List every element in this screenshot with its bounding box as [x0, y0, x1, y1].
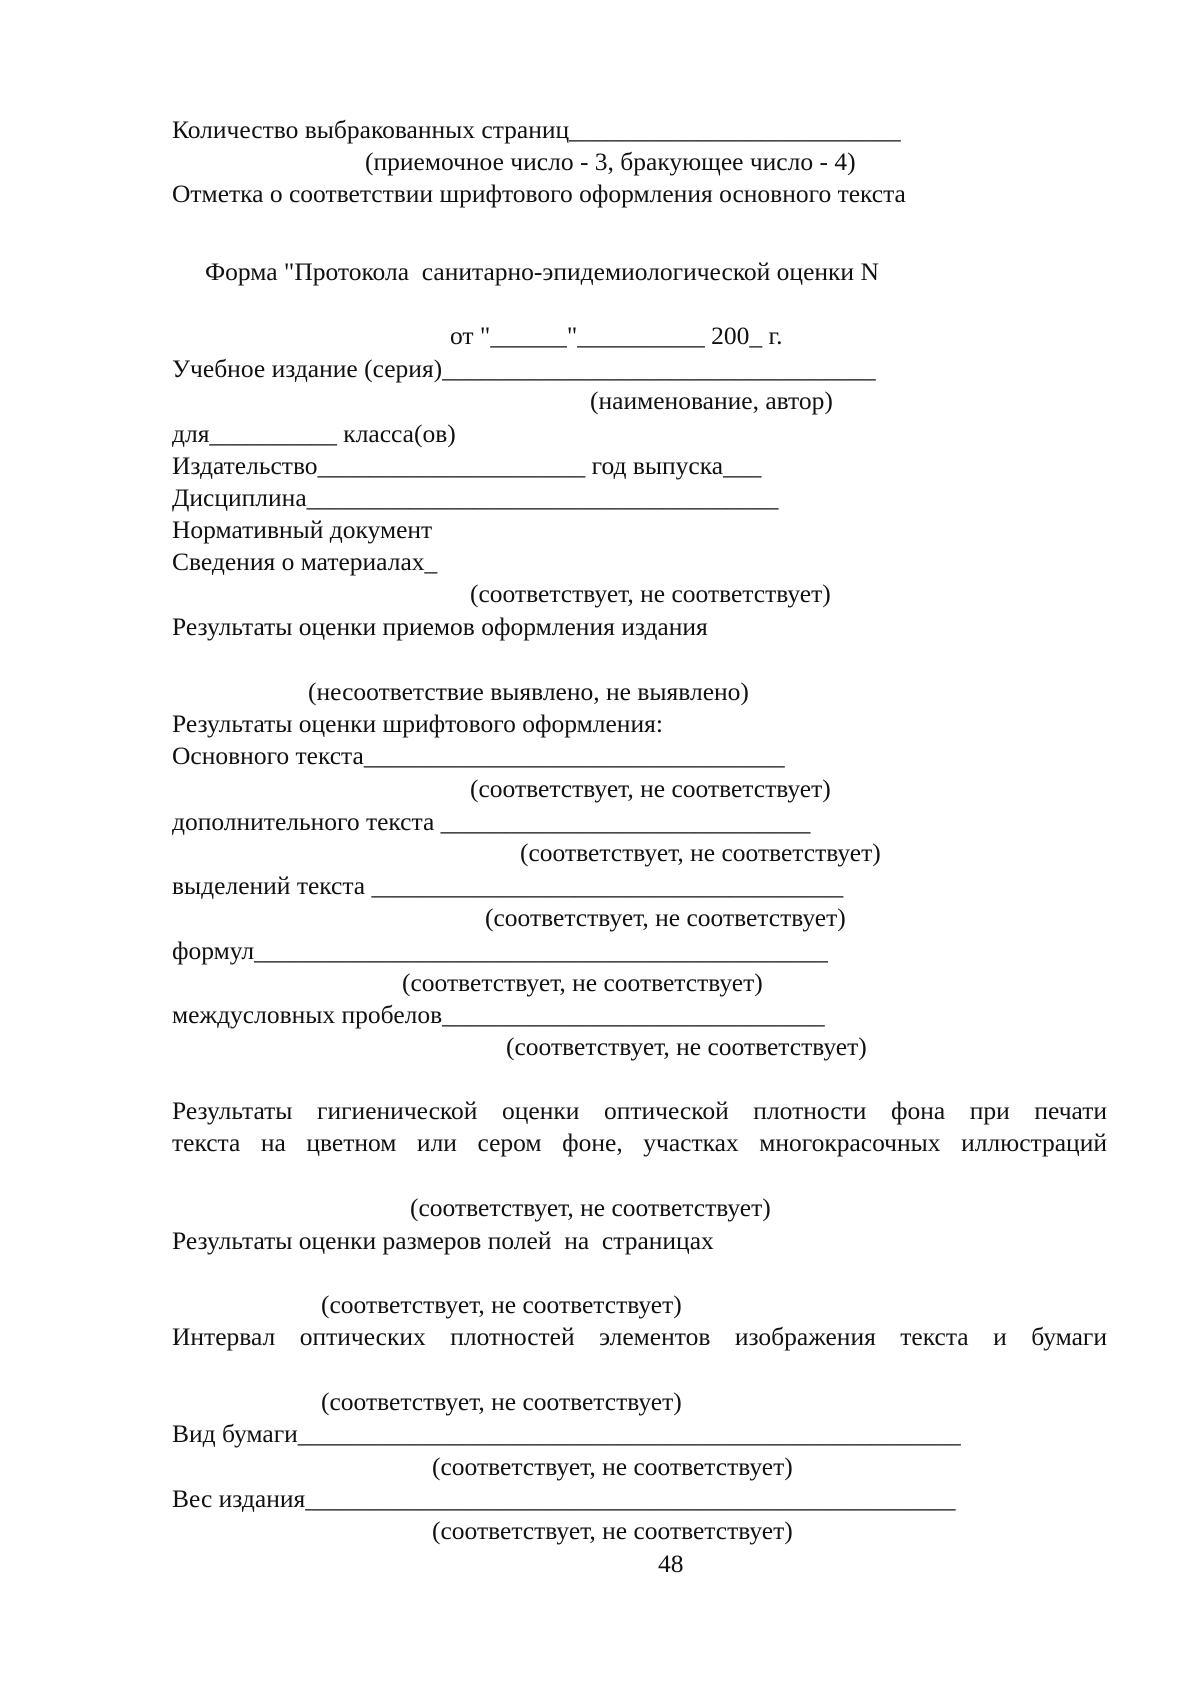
extra-text-line: дополнительного текста _____________________________: [172, 807, 811, 836]
weight-line: Вес издания___________________________________________________: [172, 1484, 956, 1513]
main-text-note: (соответствует, не соответствует): [470, 774, 831, 803]
page-number: 48: [658, 1549, 684, 1578]
acceptance-note: (приемочное число - 3, бракующее число - 4): [365, 147, 856, 176]
margins-note: (соответствует, не соответствует): [321, 1290, 682, 1319]
protocol-date: от "______"__________ 200_ г.: [450, 321, 783, 350]
formulas-note: (соответствует, не соответствует): [402, 968, 763, 997]
density-interval-line: Интервал оптических плотностей элементов изображения текста и бумаги: [172, 1322, 1107, 1351]
font-results-line: Результаты оценки шрифтового оформления:: [172, 709, 663, 738]
word-spacing-line: междусловных пробелов______________________________: [172, 1000, 825, 1029]
materials-line: Сведения о материалах_: [172, 547, 438, 576]
hygiene-note: (соответствует, не соответствует): [410, 1193, 771, 1222]
discipline-line: Дисциплина_____________________________________: [172, 483, 779, 512]
word-spacing-note: (соответствует, не соответствует): [506, 1032, 867, 1061]
margins-line: Результаты оценки размеров полей на страницах: [172, 1226, 714, 1255]
grade-line: для__________ класса(ов): [172, 419, 456, 448]
design-note: (несоответствие выявлено, не выявлено): [308, 677, 749, 706]
font-mark-line: Отметка о соответствии шрифтового оформления основного текста: [172, 179, 906, 208]
publisher-line: Издательство_____________________ год выпуска___: [172, 451, 762, 480]
paper-type-line: Вид бумаги____________________________________________________: [172, 1419, 961, 1448]
hygiene-line-2: текста на цветном или сером фоне, участках многокрасочных иллюстраций: [172, 1128, 1107, 1157]
design-results-line: Результаты оценки приемов оформления издания: [172, 612, 708, 641]
main-text-line: Основного текста_________________________________: [172, 741, 785, 770]
paper-type-note: (соответствует, не соответствует): [432, 1452, 793, 1481]
hygiene-line-1: Результаты гигиенической оценки оптической плотности фона при печати: [172, 1096, 1107, 1125]
extra-text-note: (соответствует, не соответствует): [520, 838, 881, 867]
highlight-text-note: (соответствует, не соответствует): [485, 903, 846, 932]
highlight-text-line: выделений текста _____________________________________: [172, 871, 844, 900]
density-note: (соответствует, не соответствует): [321, 1387, 682, 1416]
protocol-title: Форма "Протокола санитарно-эпидемиологической оценки N: [205, 257, 879, 286]
materials-note: (соответствует, не соответствует): [470, 579, 831, 608]
normative-doc-line: Нормативный документ: [172, 515, 433, 544]
rejected-pages-line: Количество выбракованных страниц__________________________: [172, 115, 901, 144]
formulas-line: формул_____________________________________________: [172, 936, 828, 965]
edition-note: (наименование, автор): [590, 386, 833, 415]
weight-note: (соответствует, не соответствует): [432, 1516, 793, 1545]
edition-line: Учебное издание (серия)__________________________________: [172, 354, 876, 383]
